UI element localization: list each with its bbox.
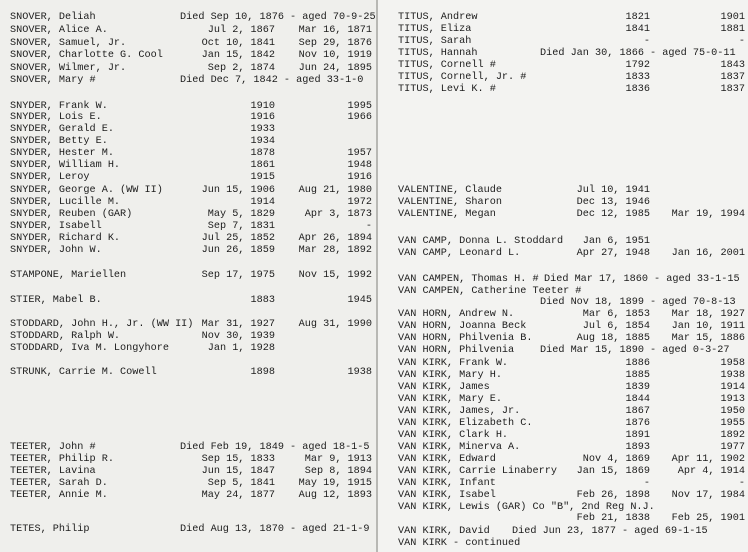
record-name: VAN KIRK, Mary H. — [398, 370, 502, 381]
record-name: VAN CAMPEN, Thomas H. # — [398, 274, 539, 285]
record-row — [378, 185, 748, 196]
record-row — [378, 333, 748, 344]
death-date: Mar 18, 1927 — [671, 309, 745, 320]
record-name: VAN KIRK, Minerva A. — [398, 442, 521, 453]
birth-date: 1861 — [250, 160, 275, 171]
record-name: VALENTINE, Megan — [398, 209, 496, 220]
record-name: TITUS, Cornell, Jr. # — [398, 72, 527, 83]
record-name: TITUS, Hannah — [398, 48, 478, 59]
death-date: 1938 — [720, 370, 745, 381]
record-row — [378, 274, 748, 285]
record-name: TEETER, Sarah D. — [10, 478, 108, 489]
record-name: STRUNK, Carrie M. Cowell — [10, 367, 157, 378]
death-date: Feb 25, 1901 — [671, 513, 745, 524]
record-row — [0, 63, 377, 74]
death-date: Jun 24, 1895 — [298, 63, 372, 74]
right-column — [378, 0, 748, 552]
death-date: 1977 — [720, 442, 745, 453]
birth-date: May 5, 1829 — [207, 209, 275, 220]
birth-date: Nov 30, 1939 — [201, 331, 275, 342]
record-name: SNYDER, Lois E. — [10, 112, 102, 123]
record-row — [378, 466, 748, 477]
death-date: 1957 — [347, 148, 372, 159]
record-row — [0, 75, 377, 86]
record-name: SNYDER, Leroy — [10, 172, 90, 183]
record-name: VAN CAMPEN, Catherine Teeter # — [398, 286, 582, 297]
death-date: 1945 — [347, 295, 372, 306]
record-name: VAN HORN, Joanna Beck — [398, 321, 527, 332]
record-name: VAN KIRK, Carrie Linaberry — [398, 466, 557, 477]
record-name: STODDARD, Iva M. Longyhore — [10, 343, 169, 354]
death-date: 1948 — [347, 160, 372, 171]
record-name: VAN KIRK, Isabel — [398, 490, 496, 501]
record-row — [378, 345, 748, 356]
death-date: 1901 — [720, 12, 745, 23]
birth-date: 1833 — [625, 72, 650, 83]
death-date: Apr 11, 1902 — [671, 454, 745, 465]
record-name: TITUS, Levi K. # — [398, 84, 496, 95]
record-name: VAN KIRK, Elizabeth C. — [398, 418, 533, 429]
record-name: SNOVER, Deliah — [10, 12, 96, 23]
record-row — [378, 430, 748, 441]
record-row — [378, 370, 748, 381]
record-row — [378, 490, 748, 501]
death-date: 1881 — [720, 24, 745, 35]
birth-date: 1836 — [625, 84, 650, 95]
record-row — [0, 12, 377, 23]
birth-date: Jul 10, 1941 — [576, 185, 650, 196]
death-date: Apr 4, 1914 — [677, 466, 745, 477]
death-note: Died Dec 7, 1842 - aged 33-1-0 — [180, 75, 364, 86]
birth-date: Jan 1, 1928 — [207, 343, 275, 354]
record-row — [0, 245, 377, 256]
death-date: Aug 31, 1990 — [298, 319, 372, 330]
record-row — [378, 442, 748, 453]
death-date: May 19, 1915 — [298, 478, 372, 489]
record-name: SNYDER, George A. (WW II) — [10, 185, 163, 196]
record-name: VAN KIRK, Clark H. — [398, 430, 509, 441]
record-row — [378, 248, 748, 259]
birth-date: Dec 13, 1946 — [576, 197, 650, 208]
record-row — [378, 236, 748, 247]
record-name: VAN HORN, Philvenia — [398, 345, 515, 356]
record-row — [0, 221, 377, 232]
record-row — [0, 148, 377, 159]
birth-date: Dec 12, 1985 — [576, 209, 650, 220]
record-row — [0, 185, 377, 196]
record-row — [0, 172, 377, 183]
birth-date: Sep 7, 1831 — [207, 221, 275, 232]
death-note: Died Mar 15, 1890 - aged 0-3-27 — [540, 345, 730, 356]
record-name: TEETER, John # — [10, 442, 96, 453]
death-date: 1966 — [347, 112, 372, 123]
record-row — [0, 454, 377, 465]
birth-date: Sep 2, 1874 — [207, 63, 275, 74]
birth-date: 1914 — [250, 197, 275, 208]
record-name: VAN KIRK, James — [398, 382, 490, 393]
record-name: SNOVER, Alice A. — [10, 25, 108, 36]
birth-date: Sep 17, 1975 — [201, 270, 275, 281]
death-date: Nov 10, 1919 — [298, 50, 372, 61]
death-date: Mar 28, 1892 — [298, 245, 372, 256]
record-name: SNOVER, Samuel, Jr. — [10, 38, 127, 49]
birth-date: Jan 6, 1951 — [582, 236, 650, 247]
death-date: 1950 — [720, 406, 745, 417]
death-date: 1837 — [720, 72, 745, 83]
death-date: Mar 9, 1913 — [304, 454, 372, 465]
record-row — [0, 160, 377, 171]
record-name: SNYDER, Gerald E. — [10, 124, 114, 135]
birth-date: 1821 — [625, 12, 650, 23]
record-row — [378, 72, 748, 83]
birth-date: Jun 15, 1906 — [201, 185, 275, 196]
record-row — [378, 394, 748, 405]
record-row — [0, 466, 377, 477]
record-row — [0, 442, 377, 453]
record-name: SNYDER, Richard K. — [10, 233, 121, 244]
record-name: VAN CAMP, Leonard L. — [398, 248, 521, 259]
death-date: - — [738, 36, 745, 47]
death-date: Mar 15, 1886 — [671, 333, 745, 344]
birth-date: 1886 — [625, 358, 650, 369]
birth-date: 1792 — [625, 60, 650, 71]
record-row — [0, 343, 377, 354]
record-name: TEETER, Philip R. — [10, 454, 114, 465]
death-date: Mar 16, 1871 — [298, 25, 372, 36]
death-note: Died Sep 10, 1876 - aged 70-9-25 — [180, 12, 376, 23]
death-date: Apr 3, 1873 — [304, 209, 372, 220]
record-row — [0, 331, 377, 342]
death-note: Died Jun 23, 1877 - aged 69-1-15 — [512, 526, 708, 537]
record-row — [378, 60, 748, 71]
birth-date: 1839 — [625, 382, 650, 393]
record-name: TITUS, Eliza — [398, 24, 472, 35]
death-date: - — [365, 221, 372, 232]
record-row — [0, 50, 377, 61]
record-row — [378, 538, 748, 549]
death-date: Nov 15, 1992 — [298, 270, 372, 281]
death-date: Sep 8, 1894 — [304, 466, 372, 477]
birth-date: Mar 6, 1853 — [582, 309, 650, 320]
record-name: SNOVER, Mary # — [10, 75, 96, 86]
record-row — [0, 197, 377, 208]
death-date: 1938 — [347, 367, 372, 378]
record-row — [378, 12, 748, 23]
record-name: VAN KIRK - continued — [398, 538, 521, 549]
birth-date: Sep 5, 1841 — [207, 478, 275, 489]
record-row — [0, 209, 377, 220]
record-name: TITUS, Cornell # — [398, 60, 496, 71]
birth-date: Jan 15, 1869 — [576, 466, 650, 477]
death-date: Aug 21, 1980 — [298, 185, 372, 196]
record-name: TITUS, Andrew — [398, 12, 478, 23]
birth-date: Oct 10, 1841 — [201, 38, 275, 49]
record-row — [0, 112, 377, 123]
birth-date: Mar 31, 1927 — [201, 319, 275, 330]
record-name: VALENTINE, Sharon — [398, 197, 502, 208]
death-date: Nov 17, 1984 — [671, 490, 745, 501]
record-row — [378, 321, 748, 332]
record-name: VAN HORN, Andrew N. — [398, 309, 515, 320]
birth-date: Feb 21, 1838 — [576, 513, 650, 524]
birth-date: Apr 27, 1948 — [576, 248, 650, 259]
record-name: VAN KIRK, Edward — [398, 454, 496, 465]
record-name: VAN KIRK, James, Jr. — [398, 406, 521, 417]
birth-date: Jun 26, 1859 — [201, 245, 275, 256]
birth-date: Nov 4, 1869 — [582, 454, 650, 465]
death-date: Aug 12, 1893 — [298, 490, 372, 501]
record-row — [0, 490, 377, 501]
record-name: TITUS, Sarah — [398, 36, 472, 47]
birth-date: - — [643, 36, 650, 47]
death-date: 1913 — [720, 394, 745, 405]
death-note: Died Feb 19, 1849 - aged 18-1-5 — [180, 442, 370, 453]
record-name: STIER, Mabel B. — [10, 295, 102, 306]
death-date: Apr 26, 1894 — [298, 233, 372, 244]
record-name: VAN KIRK, Frank W. — [398, 358, 509, 369]
record-name: VAN KIRK, Lewis (GAR) Co "B", 2nd Reg N.J. — [398, 502, 655, 513]
death-date: 1958 — [720, 358, 745, 369]
death-note: Died Aug 13, 1870 - aged 21-1-9 — [180, 524, 370, 535]
birth-date: 1910 — [250, 101, 275, 112]
record-row — [0, 270, 377, 281]
death-date: 1955 — [720, 418, 745, 429]
record-row — [0, 101, 377, 112]
record-name: VALENTINE, Claude — [398, 185, 502, 196]
birth-date: 1934 — [250, 136, 275, 147]
birth-date: Jul 25, 1852 — [201, 233, 275, 244]
record-row — [0, 136, 377, 147]
record-name: SNYDER, William H. — [10, 160, 121, 171]
record-row — [378, 48, 748, 59]
record-row — [0, 25, 377, 36]
birth-date: - — [643, 478, 650, 489]
birth-date: 1885 — [625, 370, 650, 381]
death-note: Died Jan 30, 1866 - aged 75-0-11 — [540, 48, 736, 59]
death-date: Sep 29, 1876 — [298, 38, 372, 49]
record-name: SNYDER, Betty E. — [10, 136, 108, 147]
record-name: SNYDER, Lucille M. — [10, 197, 121, 208]
record-name: SNOVER, Charlotte G. Cool — [10, 50, 163, 61]
record-name: VAN CAMP, Donna L. Stoddard — [398, 236, 564, 247]
record-row — [378, 502, 748, 524]
record-name: STAMPONE, Mariellen — [10, 270, 127, 281]
record-row — [0, 295, 377, 306]
record-row — [0, 524, 377, 535]
record-row — [0, 319, 377, 330]
birth-date: 1898 — [250, 367, 275, 378]
birth-date: 1893 — [625, 442, 650, 453]
record-name: STODDARD, John H., Jr. (WW II) — [10, 319, 194, 330]
record-name: TEETER, Lavina — [10, 466, 96, 477]
death-date: 1892 — [720, 430, 745, 441]
birth-date: 1876 — [625, 418, 650, 429]
birth-date: 1841 — [625, 24, 650, 35]
record-row — [378, 197, 748, 208]
record-name: SNYDER, John W. — [10, 245, 102, 256]
death-date: 1916 — [347, 172, 372, 183]
record-row — [378, 526, 748, 537]
record-row — [0, 367, 377, 378]
birth-date: May 24, 1877 — [201, 490, 275, 501]
record-row — [0, 124, 377, 135]
birth-date: Aug 18, 1885 — [576, 333, 650, 344]
birth-date: 1844 — [625, 394, 650, 405]
record-name: SNYDER, Isabell — [10, 221, 102, 232]
record-name: VAN KIRK, Mary E. — [398, 394, 502, 405]
birth-date: 1891 — [625, 430, 650, 441]
record-row — [378, 358, 748, 369]
record-name: SNYDER, Frank W. — [10, 101, 108, 112]
record-name: SNYDER, Reuben (GAR) — [10, 209, 133, 220]
record-row — [378, 454, 748, 465]
record-row — [0, 233, 377, 244]
record-row — [378, 406, 748, 417]
birth-date: Jun 15, 1847 — [201, 466, 275, 477]
record-row — [378, 209, 748, 220]
record-row — [378, 382, 748, 393]
birth-date: 1883 — [250, 295, 275, 306]
record-row — [378, 84, 748, 95]
death-date: Mar 19, 1994 — [671, 209, 745, 220]
record-row — [378, 418, 748, 429]
death-date: Jan 16, 2001 — [671, 248, 745, 259]
record-name: VAN HORN, Philvenia B. — [398, 333, 533, 344]
record-name: STODDARD, Ralph W. — [10, 331, 121, 342]
death-date: 1843 — [720, 60, 745, 71]
birth-date: Jan 15, 1842 — [201, 50, 275, 61]
record-row — [378, 478, 748, 489]
death-date: 1995 — [347, 101, 372, 112]
record-name: VAN KIRK, David — [398, 526, 490, 537]
record-name: TEETER, Annie M. — [10, 490, 108, 501]
death-note: Died Nov 18, 1899 - aged 70-8-13 — [540, 297, 736, 308]
death-date: - — [738, 478, 745, 489]
birth-date: Jul 2, 1867 — [207, 25, 275, 36]
record-row — [0, 38, 377, 49]
death-date: 1837 — [720, 84, 745, 95]
birth-date: 1933 — [250, 124, 275, 135]
record-row — [378, 36, 748, 47]
birth-date: 1878 — [250, 148, 275, 159]
death-date: 1972 — [347, 197, 372, 208]
birth-date: 1916 — [250, 112, 275, 123]
death-date: 1914 — [720, 382, 745, 393]
death-date: Jan 10, 1911 — [671, 321, 745, 332]
record-name: SNOVER, Wilmer, Jr. — [10, 63, 127, 74]
death-note: Died Mar 17, 1860 - aged 33-1-15 — [544, 274, 740, 285]
birth-date: 1867 — [625, 406, 650, 417]
birth-date: Sep 15, 1833 — [201, 454, 275, 465]
record-name: TETES, Philip — [10, 524, 90, 535]
record-name: VAN KIRK, Infant — [398, 478, 496, 489]
record-name: SNYDER, Hester M. — [10, 148, 114, 159]
birth-date: 1915 — [250, 172, 275, 183]
birth-date: Jul 6, 1854 — [582, 321, 650, 332]
record-row — [378, 309, 748, 320]
record-row — [378, 24, 748, 35]
record-row — [0, 478, 377, 489]
birth-date: Feb 26, 1898 — [576, 490, 650, 501]
record-row — [378, 286, 748, 308]
